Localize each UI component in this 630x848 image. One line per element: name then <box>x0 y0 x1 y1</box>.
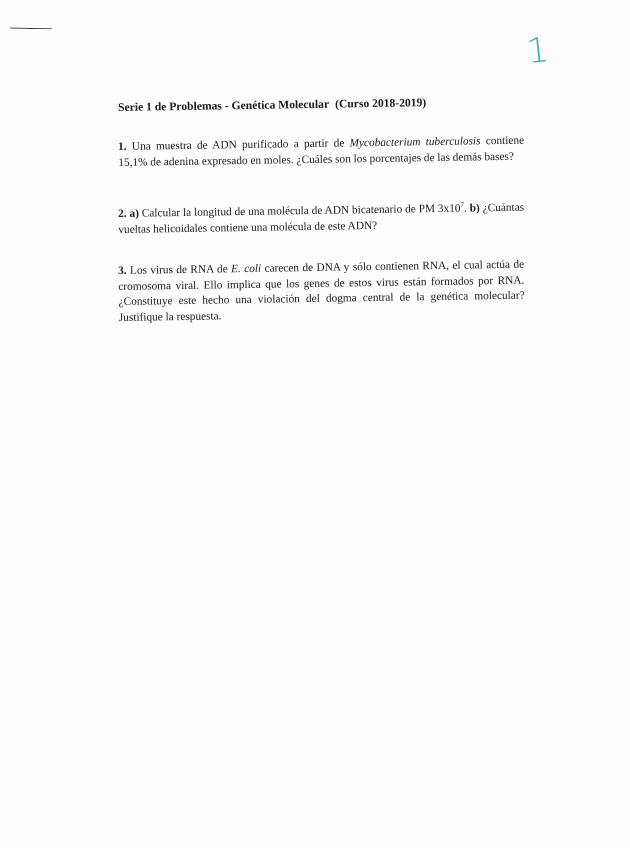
problem-1 <box>118 134 524 171</box>
part-b-label: b) <box>469 202 480 215</box>
exponent: 7 <box>460 200 464 209</box>
problem-text: ¿Cuántas vueltas helicoidales contiene una molécula de este ADN? <box>118 201 525 236</box>
problem-text: contiene 15,1% de adenina expresado en moles. ¿Cuáles son los porcentajes de las demás bases? <box>118 134 525 169</box>
handwritten-page-number: 1 <box>524 29 551 73</box>
organism-name: E. coli <box>230 262 262 276</box>
problem-text: Los virus de RNA de <box>126 263 232 277</box>
problem-text: Una muestra de ADN purificado a partir de <box>131 137 350 153</box>
problem-number: 2. <box>118 207 127 220</box>
problem-2 <box>118 201 524 238</box>
problem-number: 3. <box>118 264 127 277</box>
problem-number: 1. <box>118 140 127 153</box>
pen-mark <box>10 24 52 30</box>
title-course: (Curso 2018-2019) <box>334 96 427 111</box>
part-a-label: a) <box>129 207 140 220</box>
document-title <box>118 94 538 114</box>
problem-text: . <box>463 202 470 215</box>
species-name: Mycobacterium tuberculosis <box>349 135 481 150</box>
problem-text: carecen de DNA y sólo contienen RNA, el cual actúa de cromosoma viral. Ello implica que los genes de estos virus están formados por RNA. ¿Constituye este hecho una violación del dogma central de la genética molecular? Justifique la respuesta. <box>118 258 525 324</box>
problem-3 <box>118 258 525 326</box>
problem-text: Calcular la longitud de una molécula de ADN bicatenario de PM 3x10 <box>138 202 461 220</box>
title-main: Serie 1 de Problemas - Genética Molecular <box>118 97 330 114</box>
